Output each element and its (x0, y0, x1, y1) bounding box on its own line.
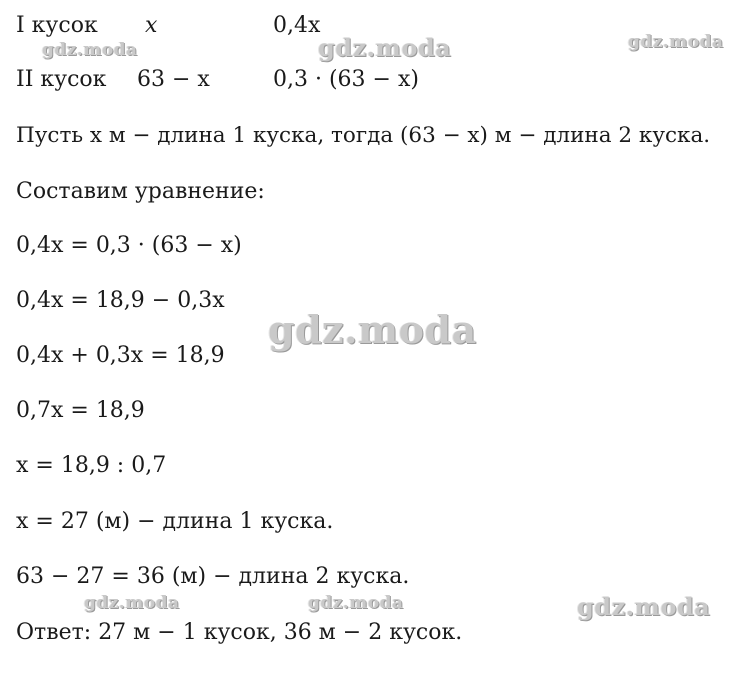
watermark: gdz.moda (308, 593, 404, 613)
row1-variable: x (145, 13, 158, 38)
answer-line: Ответ: 27 м − 1 кусок, 36 м − 2 кусок. (16, 620, 463, 645)
watermark: gdz.moda (577, 592, 711, 621)
equation-line-5: x = 18,9 : 0,7 (16, 453, 167, 478)
row1-label: I кусок (16, 13, 98, 38)
watermark: gdz.moda (84, 593, 180, 613)
row2-label: II кусок (16, 67, 107, 92)
row1-expression: 0,4x (273, 13, 321, 38)
compose-equation-heading: Составим уравнение: (16, 179, 265, 204)
row2-variable: 63 − x (137, 67, 210, 92)
watermark: gdz.moda (42, 40, 138, 60)
equation-line-3: 0,4x + 0,3x = 18,9 (16, 343, 225, 368)
equation-line-2: 0,4x = 18,9 − 0,3x (16, 288, 225, 313)
watermark: gdz.moda (318, 33, 452, 62)
equation-line-4: 0,7x = 18,9 (16, 398, 145, 423)
watermark: gdz.moda (628, 32, 724, 52)
equation-line-7: 63 − 27 = 36 (м) − длина 2 куска. (16, 564, 410, 589)
watermark: gdz.moda (268, 307, 477, 352)
let-statement: Пусть x м − длина 1 куска, тогда (63 − x) м − длина 2 куска. (16, 123, 711, 148)
equation-line-1: 0,4x = 0,3 · (63 − x) (16, 233, 242, 258)
row2-expression: 0,3 · (63 − x) (273, 67, 419, 92)
equation-line-6: x = 27 (м) − длина 1 куска. (16, 509, 334, 534)
